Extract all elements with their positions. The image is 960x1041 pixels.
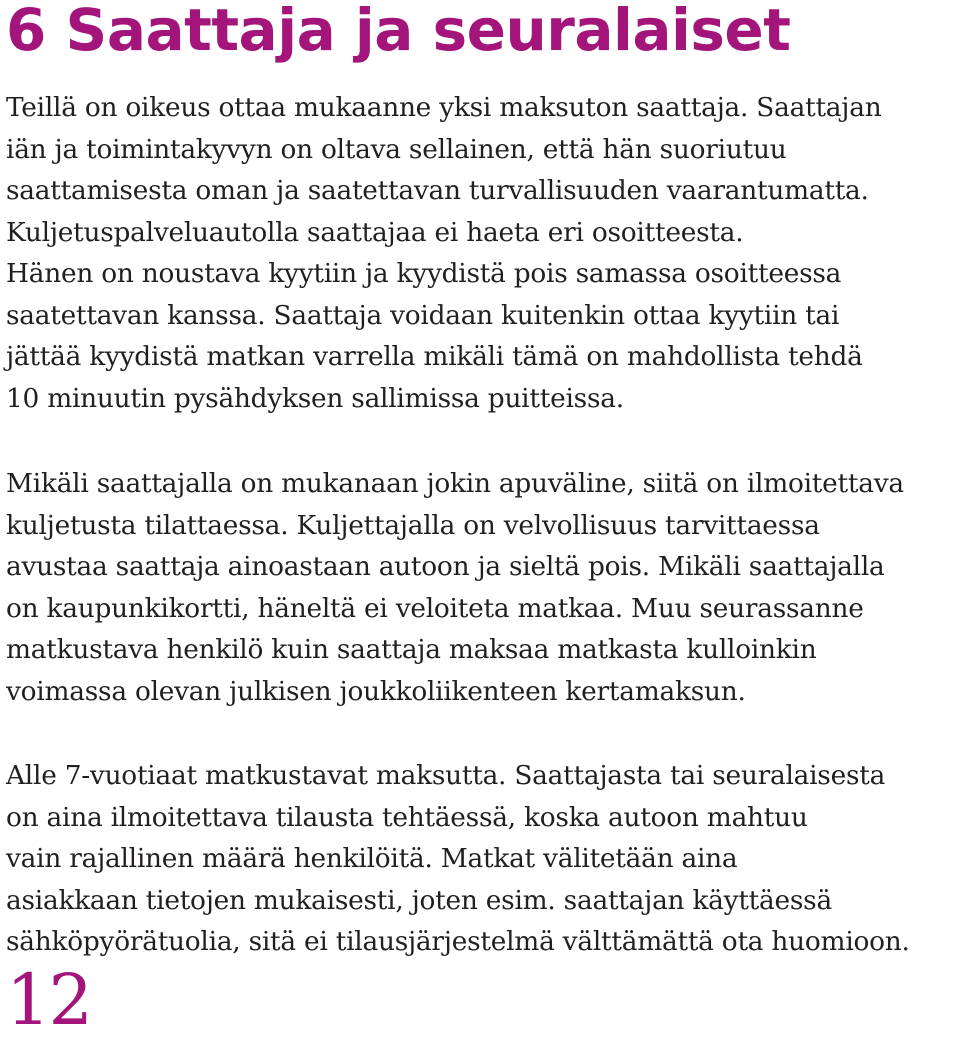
text-line: on aina ilmoitettava tilausta tehtäessä, koska autoon mahtuu [6,801,808,833]
text-line: kuljetusta tilattaessa. Kuljettajalla on velvollisuus tarvittaessa [6,509,820,541]
paragraph-children-and-booking [6,755,960,963]
text-line: Mikäli saattajalla on mukanaan jokin apuväline, siitä on ilmoitettava [6,468,904,499]
text-line: Teillä on oikeus ottaa mukaanne yksi maksuton saattaja. Saattajan [6,92,882,123]
text-line: saatettavan kanssa. Saattaja voidaan kuitenkin ottaa kyytiin tai [6,299,840,331]
text-line: Kuljetuspalveluautolla saattajaa ei haeta eri osoitteesta. [6,216,744,248]
text-line: Alle 7-vuotiaat matkustavat maksutta. Saattajasta tai seuralaisesta [6,760,886,791]
paragraph-aids-and-fees [6,463,960,712]
text-line: Hänen on noustava kyytiin ja kyydistä pois samassa osoitteessa [6,258,842,289]
text-line: saattamisesta oman ja saatettavan turvallisuuden vaarantumatta. [6,175,869,206]
text-line: asiakkaan tietojen mukaisesti, joten esim. saattajan käyttäessä [6,884,832,916]
text-line: voimassa olevan julkisen joukkoliikenteen kertamaksun. [6,675,746,707]
text-line: jättää kyydistä matkan varrella mikäli tämä on mahdollista tehdä [6,341,863,372]
page-number: 12 [6,959,92,1041]
text-line: sähköpyörätuolia, sitä ei tilausjärjestelmä välttämättä ota huomioon. [6,926,910,957]
text-line: avustaa saattaja ainoastaan autoon ja sieltä pois. Mikäli saattajalla [6,551,885,582]
text-line: iän ja toimintakyvyn on oltava sellainen, että hän suoriutuu [6,133,787,165]
paragraph-companion-rules [6,87,960,419]
section-heading: 6 Saattaja ja seuralaiset [6,0,791,64]
text-line: on kaupunkikortti, häneltä ei veloiteta matkaa. Muu seurassanne [6,592,864,624]
text-line: 10 minuutin pysähdyksen sallimissa puitteissa. [6,382,624,414]
text-line: vain rajallinen määrä henkilöitä. Matkat välitetään aina [6,843,738,874]
text-line: matkustava henkilö kuin saattaja maksaa matkasta kulloinkin [6,634,817,665]
